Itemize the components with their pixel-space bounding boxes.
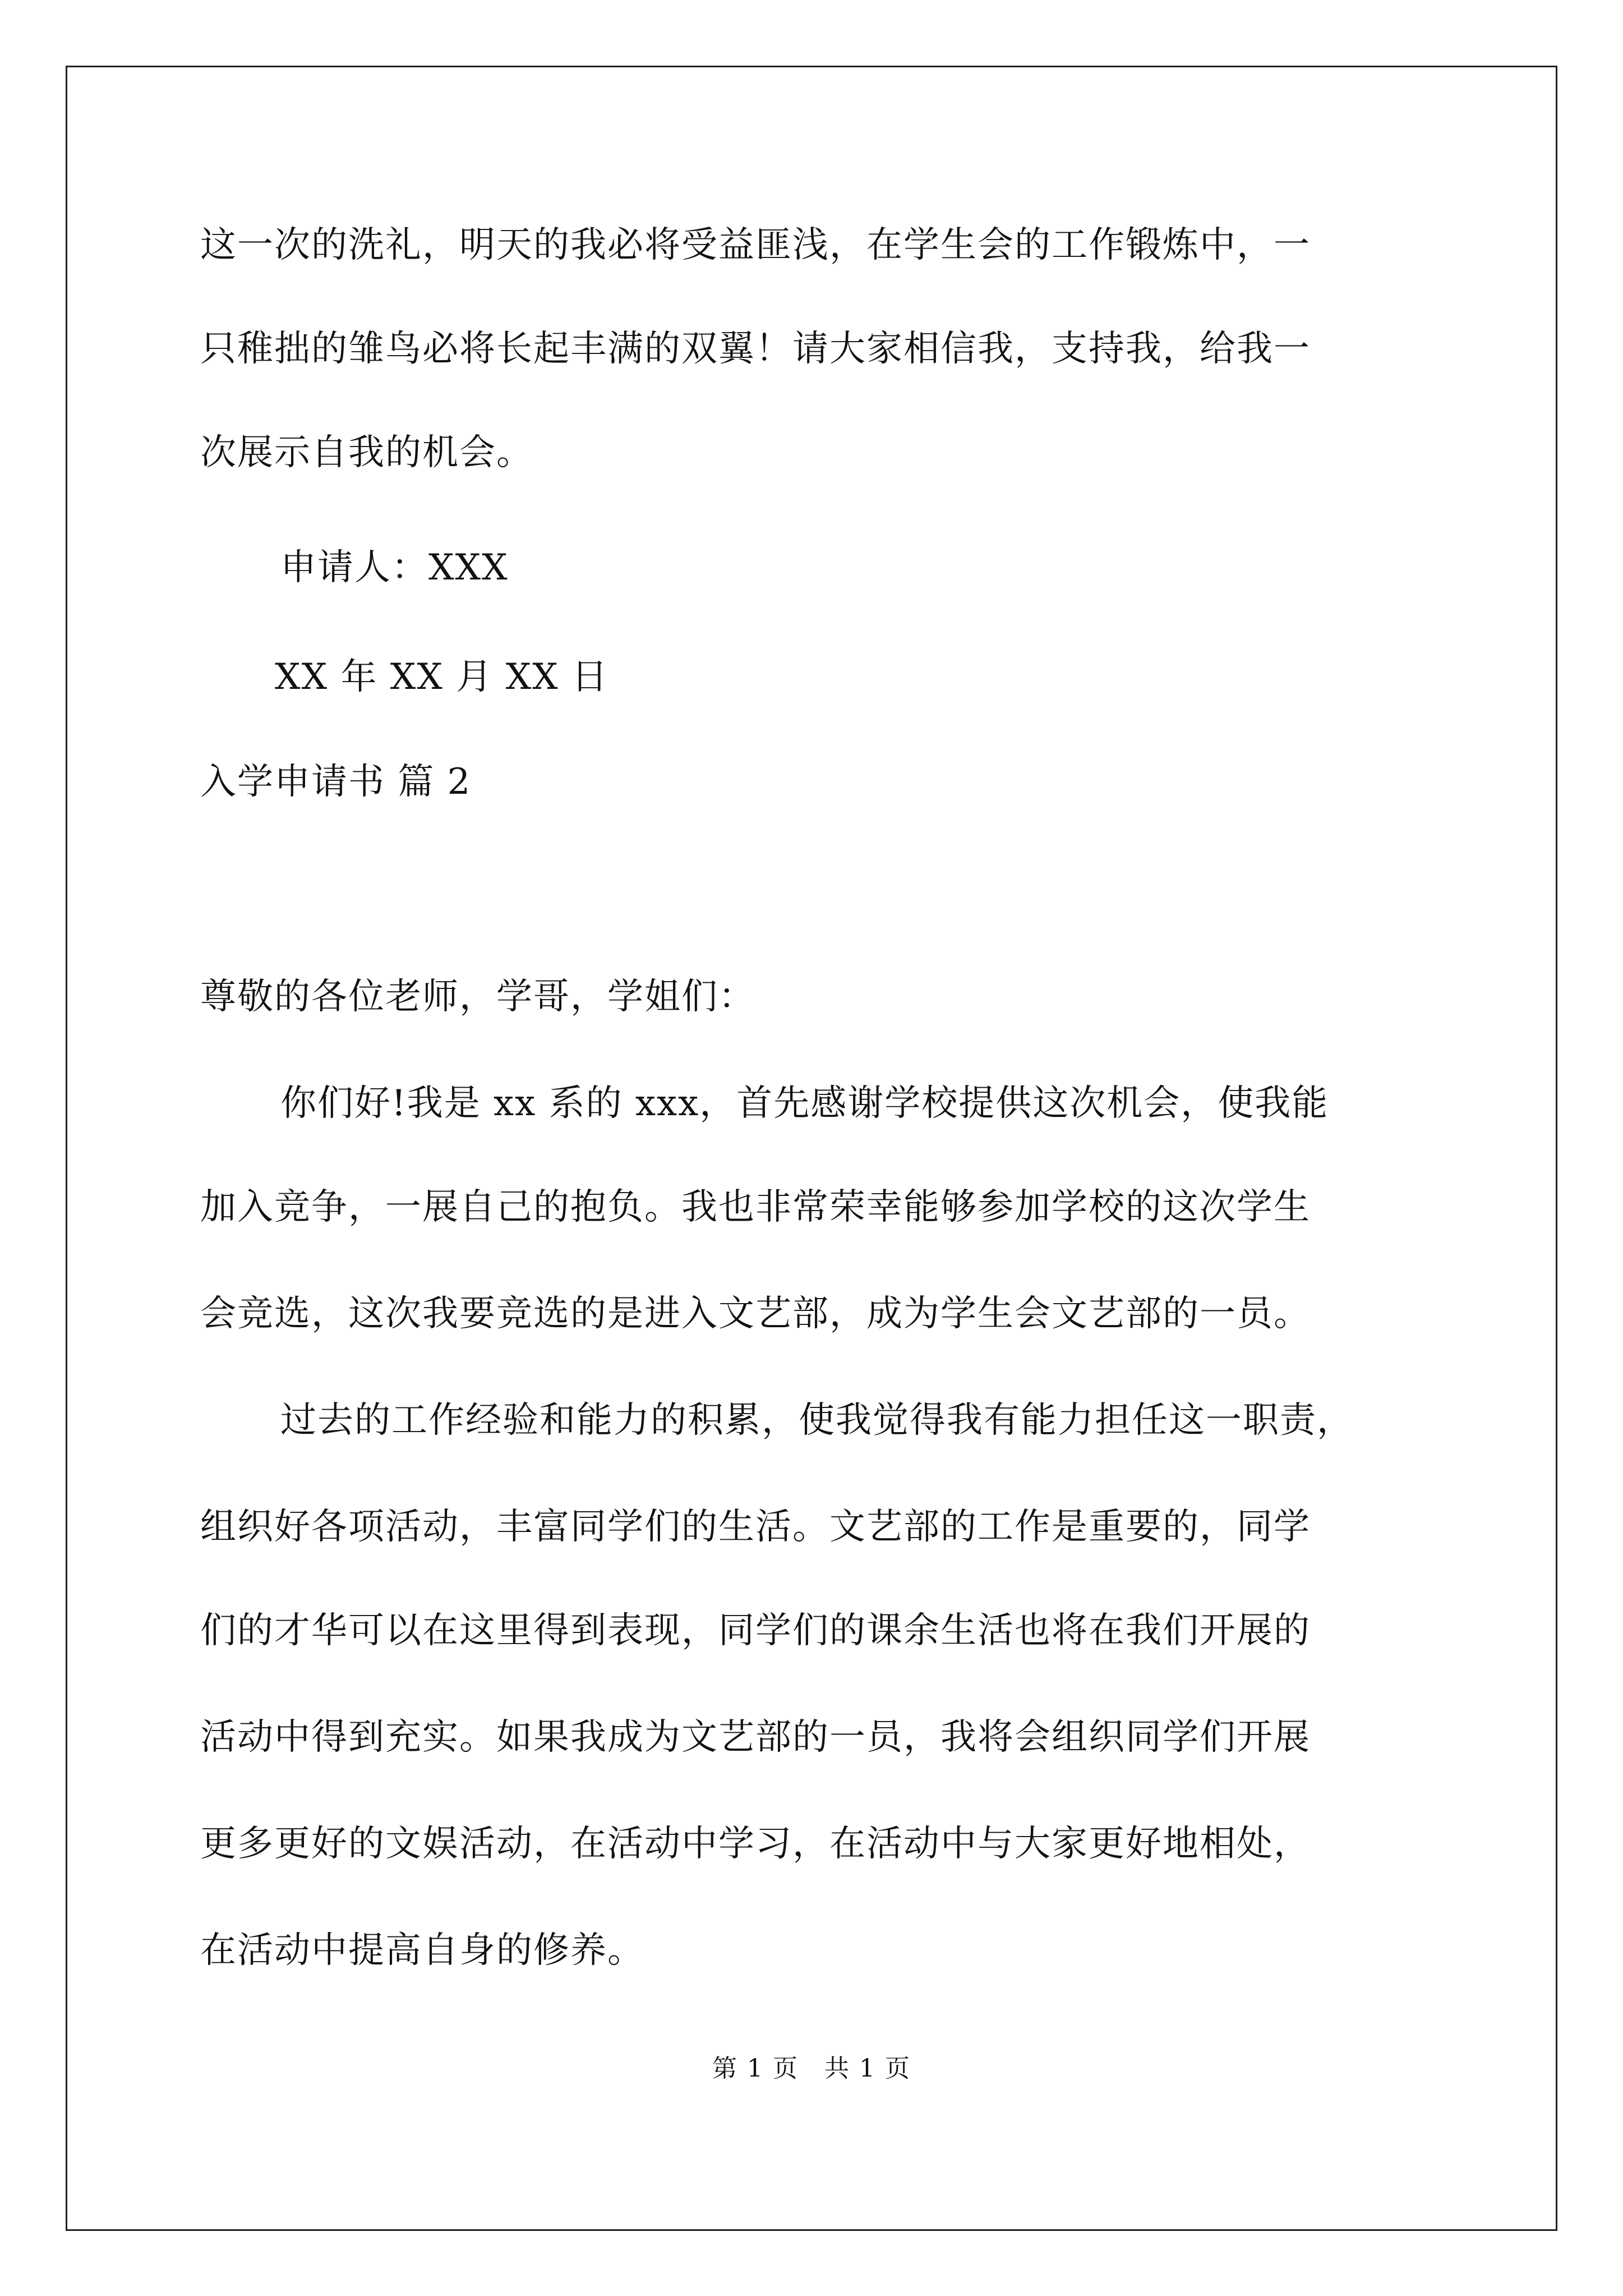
body-line-5: 加入竞争，一展自己的抱负。我也非常荣幸能够参加学校的这次学生 [200,1186,1311,1228]
body-line-9: 们的才华可以在这里得到表现，同学们的课余生活也将在我们开展的 [200,1610,1311,1651]
body-line-11: 更多更好的文娱活动，在活动中学习，在活动中与大家更好地相处， [200,1823,1311,1865]
body-line-6: 会竞选，这次我要竞选的是进入文艺部，成为学生会文艺部的一员。 [200,1293,1311,1335]
body-line-1: 这一次的洗礼，明天的我必将受益匪浅，在学生会的工作锻炼中，一 [200,224,1311,266]
body-line-3: 次展示自我的机会。 [200,432,533,473]
body-line-8: 组织好各项活动，丰富同学们的生活。文艺部的工作是重要的，同学 [200,1506,1311,1548]
body-line-4: 你们好!我是 xx 系的 xxx，首先感谢学校提供这次机会，使我能 [280,1083,1329,1124]
body-line-12: 在活动中提高自身的修养。 [200,1930,644,1971]
date-line: XX 年 XX 月 XX 日 [275,656,609,698]
section-heading: 入学申请书 篇 2 [200,761,472,803]
body-line-2: 只稚拙的雏鸟必将长起丰满的双翼！请大家相信我，支持我，给我一 [200,328,1311,370]
body-line-10: 活动中得到充实。如果我成为文艺部的一员，我将会组织同学们开展 [200,1717,1311,1758]
body-line-7: 过去的工作经验和能力的积累，使我觉得我有能力担任这一职责， [280,1400,1354,1441]
page-footer: 第 1 页 共 1 页 [712,2054,911,2083]
applicant-line: 申请人：XXX [280,547,509,588]
page-border [66,66,1557,2231]
salutation-line: 尊敬的各位老师，学哥，学姐们： [200,976,755,1018]
